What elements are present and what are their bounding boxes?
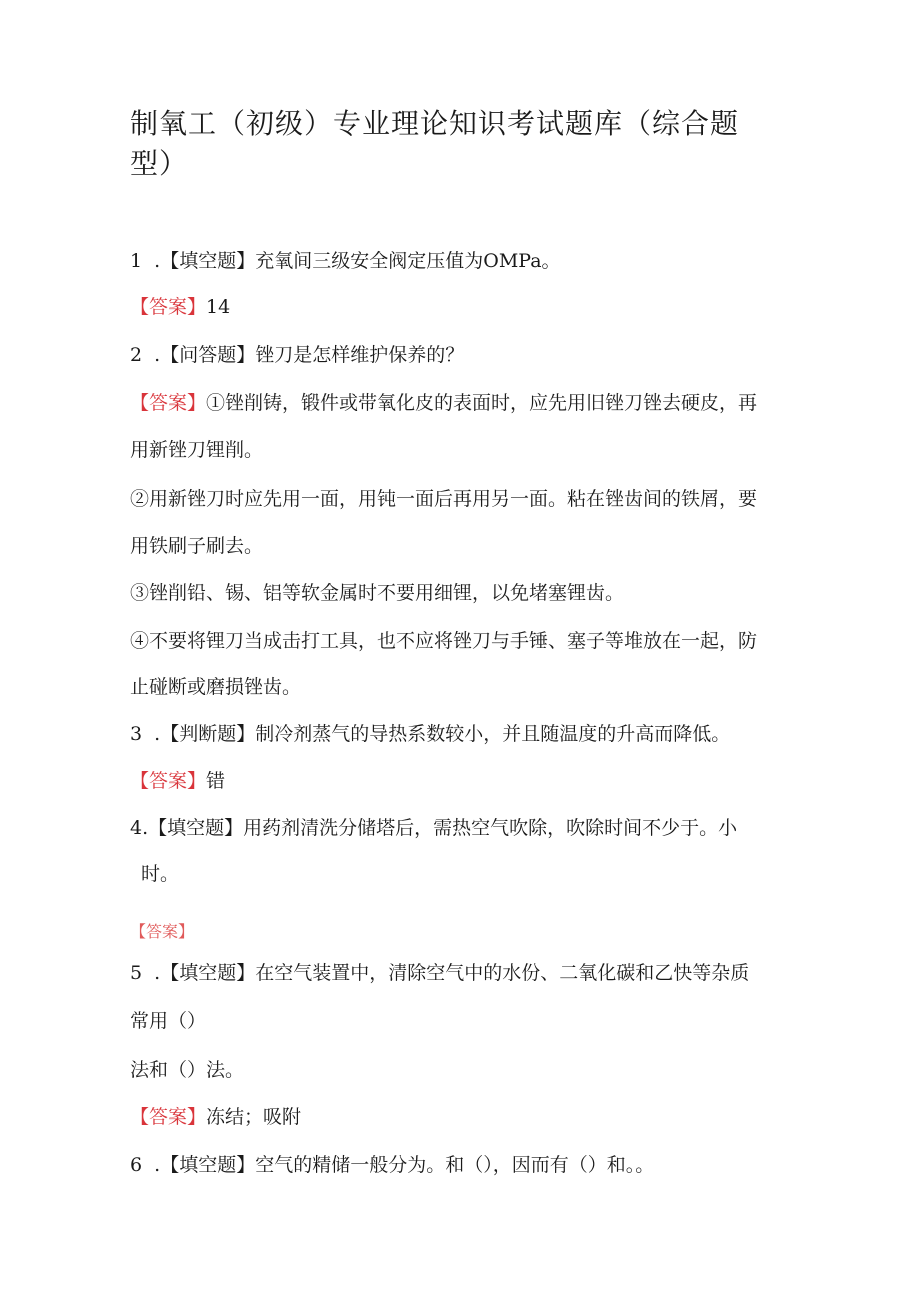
answer-tag: 【答案】 <box>130 296 207 318</box>
answer-2 <box>130 390 757 416</box>
question-type: 【填空题】 <box>148 817 244 839</box>
question-6: 6 .【填空题】空气的精储一般分为。和（），因而有（）和。。 <box>130 1154 655 1176</box>
answer-2-line-3: ②用新锉刀时应先用一面，用钝一面后再用另一面。粘在锉齿间的铁屑，要 <box>130 488 758 510</box>
answer-tag: 【答案】 <box>130 392 207 414</box>
question-type: 【问答题】 <box>160 344 256 366</box>
answer-text: 错 <box>206 770 226 792</box>
question-text: 锉刀是怎样维护保养的？ <box>255 344 465 366</box>
question-type: 【填空题】 <box>160 250 256 272</box>
question-text: 制冷剂蒸气的导热系数较小，并且随温度的升高而降低。 <box>255 723 731 745</box>
question-number: 5 <box>130 962 143 984</box>
question-number: 1 <box>130 250 143 272</box>
question-3: 3 .【判断题】制冷剂蒸气的导热系数较小，并且随温度的升高而降低。 <box>130 723 731 745</box>
question-text: 用药剂清洗分储塔后，需热空气吹除，吹除时间不少于。小 <box>243 817 738 839</box>
answer-2-line-5: ③锉削铅、锡、铝等软金属时不要用细锂，以免堵塞锂齿。 <box>130 582 625 604</box>
question-text: 在空气装置中，清除空气中的水份、二氧化碳和乙快等杂质 <box>255 962 750 984</box>
answer-3 <box>130 768 225 794</box>
answer-1 <box>130 294 230 320</box>
question-number: 6 <box>130 1154 143 1176</box>
question-5: 5 .【填空题】在空气装置中，清除空气中的水份、二氧化碳和乙快等杂质 <box>130 962 750 984</box>
question-4 <box>130 815 737 841</box>
title-line-2: 型） <box>130 147 189 180</box>
title-line-1: 制氧工（初级）专业理论知识考试题库（综合题 <box>130 107 740 140</box>
question-number: 2 <box>130 344 143 366</box>
document-title <box>130 104 770 184</box>
answer-5 <box>130 1104 301 1130</box>
answer-2-line-7: 止碰断或磨损锉齿。 <box>130 676 302 698</box>
answer-tag: 【答案】 <box>130 770 207 792</box>
answer-text: 14 <box>206 296 231 318</box>
question-text: 充氧间三级安全阀定压值为OMPa。 <box>255 250 561 272</box>
answer-4 <box>130 918 194 945</box>
answer-2-line-6: ④不要将锂刀当成击打工具，也不应将锉刀与手锤、塞子等堆放在一起，防 <box>130 630 758 652</box>
answer-text: 冻结；吸附 <box>206 1106 302 1128</box>
question-type: 【填空题】 <box>160 1154 256 1176</box>
answer-tag: 【答案】 <box>130 1106 207 1128</box>
answer-tag: 【答案】 <box>130 922 195 941</box>
question-1: 1 .【填空题】充氧间三级安全阀定压值为OMPa。 <box>130 250 561 272</box>
question-type: 【填空题】 <box>160 962 256 984</box>
question-text: 空气的精储一般分为。和（），因而有（）和。。 <box>255 1154 655 1176</box>
question-5-line-3: 法和（）法。 <box>130 1059 245 1081</box>
answer-2-line-2: 用新锉刀锂削。 <box>130 439 264 461</box>
answer-2-line-4: 用铁刷子刷去。 <box>130 535 264 557</box>
question-number: 4. <box>130 817 149 839</box>
question-number: 3 <box>130 723 143 745</box>
answer-text: ①锉削铸，锻件或带氧化皮的表面时，应先用旧锉刀锉去硬皮，再 <box>206 392 758 414</box>
question-type: 【判断题】 <box>160 723 256 745</box>
question-2: 2 .【问答题】锉刀是怎样维护保养的？ <box>130 344 465 366</box>
question-4-line-2: 时。 <box>141 863 180 885</box>
question-5-line-2: 常用（） <box>130 1010 207 1032</box>
